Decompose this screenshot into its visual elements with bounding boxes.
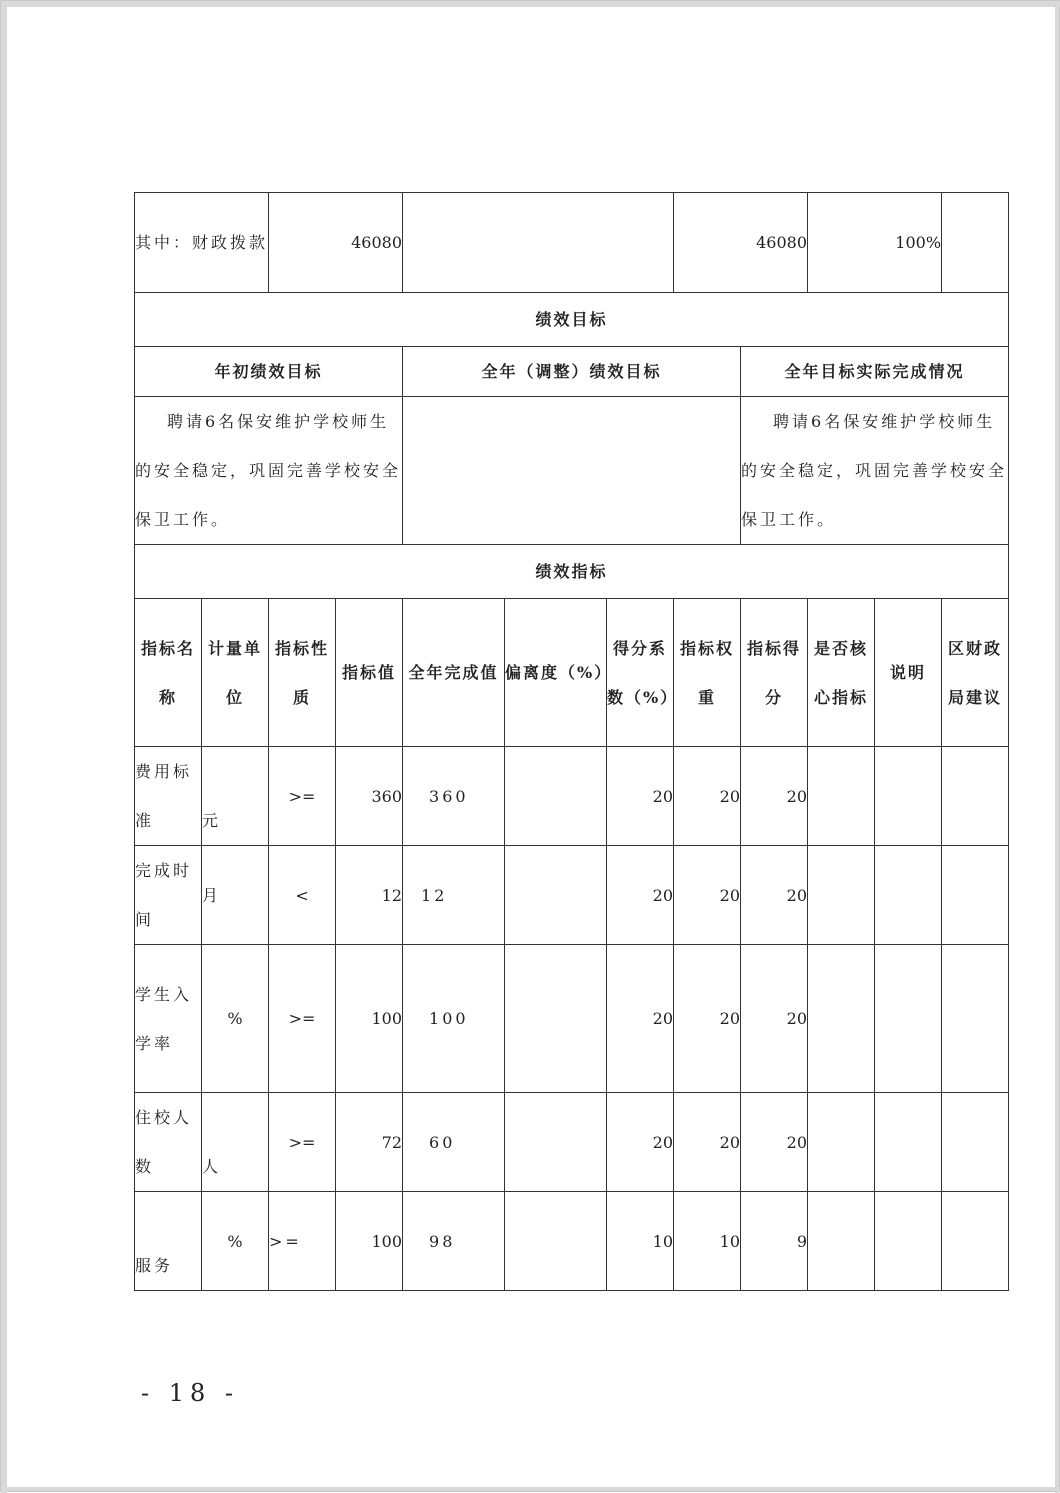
row-weight: 20 xyxy=(674,846,741,945)
row-nature: < xyxy=(269,846,336,945)
row-unit: 元 xyxy=(202,747,269,846)
row-name: 完成时间 xyxy=(135,846,202,945)
performance-table xyxy=(134,192,1009,1291)
row-weight: 20 xyxy=(674,1093,741,1192)
header-coef: 得分系数（%） xyxy=(607,599,674,747)
row-note xyxy=(875,945,942,1093)
page-number: - 18 - xyxy=(141,1379,240,1407)
row-note xyxy=(875,747,942,846)
row-value: 100 xyxy=(336,1192,403,1291)
row-unit: 月 xyxy=(202,846,269,945)
row-advice xyxy=(942,945,1009,1093)
row-deviation xyxy=(505,747,607,846)
header-advice: 区财政局建议 xyxy=(942,599,1009,747)
row-weight: 20 xyxy=(674,747,741,846)
row-name: 住校人数 xyxy=(135,1093,202,1192)
row-weight: 10 xyxy=(674,1192,741,1291)
row-actual: 360 xyxy=(403,747,505,846)
row-deviation xyxy=(505,945,607,1093)
row-advice xyxy=(942,747,1009,846)
row-deviation xyxy=(505,1192,607,1291)
header-score: 指标得分 xyxy=(741,599,808,747)
row-nature: >= xyxy=(269,1093,336,1192)
goals-actual-text: 聘请6名保安维护学校师生的安全稳定，巩固完善学校安全保卫工作。 xyxy=(741,397,1009,545)
row-name: 学生入学率 xyxy=(135,945,202,1093)
row-value: 12 xyxy=(336,846,403,945)
header-actual: 全年完成值 xyxy=(403,599,505,747)
page-frame xyxy=(1055,1,1059,1493)
row-weight: 20 xyxy=(674,945,741,1093)
budget-col5: 100% xyxy=(808,193,942,293)
header-deviation: 偏离度（%） xyxy=(505,599,607,747)
budget-col4: 46080 xyxy=(674,193,808,293)
budget-row xyxy=(135,193,1009,293)
table-row xyxy=(135,945,1009,1093)
table-row xyxy=(135,1192,1009,1291)
row-score: 20 xyxy=(741,1093,808,1192)
goals-adjusted-text xyxy=(403,397,741,545)
row-name: 费用标准 xyxy=(135,747,202,846)
row-advice xyxy=(942,1093,1009,1192)
indicators-title: 绩效指标 xyxy=(135,545,1009,599)
table-row xyxy=(135,846,1009,945)
header-name: 指标名称 xyxy=(135,599,202,747)
header-weight: 指标权重 xyxy=(674,599,741,747)
header-nature: 指标性质 xyxy=(269,599,336,747)
row-coef: 20 xyxy=(607,1093,674,1192)
row-value: 100 xyxy=(336,945,403,1093)
budget-col3 xyxy=(403,193,674,293)
row-coef: 20 xyxy=(607,846,674,945)
row-nature: >= xyxy=(269,945,336,1093)
goals-title: 绩效目标 xyxy=(135,293,1009,347)
header-value: 指标值 xyxy=(336,599,403,747)
row-core xyxy=(808,1192,875,1291)
budget-col2: 46080 xyxy=(269,193,403,293)
row-core xyxy=(808,945,875,1093)
table-row xyxy=(135,747,1009,846)
page-frame xyxy=(1,1,1060,7)
budget-col6 xyxy=(942,193,1009,293)
goals-header-actual: 全年目标实际完成情况 xyxy=(741,347,1009,397)
row-unit: % xyxy=(202,945,269,1093)
budget-label: 其中：财政拨款 xyxy=(135,193,269,293)
row-note xyxy=(875,1093,942,1192)
page-frame xyxy=(1,1487,1060,1491)
header-note: 说明 xyxy=(875,599,942,747)
row-actual: 12 xyxy=(403,846,505,945)
row-score: 20 xyxy=(741,846,808,945)
row-coef: 20 xyxy=(607,945,674,1093)
row-name: 服务 xyxy=(135,1192,202,1291)
row-coef: 10 xyxy=(607,1192,674,1291)
row-value: 360 xyxy=(336,747,403,846)
row-actual: 100 xyxy=(403,945,505,1093)
row-nature: >= xyxy=(269,747,336,846)
page-frame xyxy=(1,1,7,1493)
indicator-header-row xyxy=(135,599,1009,747)
row-score: 9 xyxy=(741,1192,808,1291)
row-note xyxy=(875,1192,942,1291)
goals-header-adjusted: 全年（调整）绩效目标 xyxy=(403,347,741,397)
row-score: 20 xyxy=(741,747,808,846)
goals-initial-text: 聘请6名保安维护学校师生的安全稳定，巩固完善学校安全保卫工作。 xyxy=(135,397,403,545)
row-actual: 60 xyxy=(403,1093,505,1192)
row-deviation xyxy=(505,846,607,945)
row-deviation xyxy=(505,1093,607,1192)
row-coef: 20 xyxy=(607,747,674,846)
header-unit: 计量单位 xyxy=(202,599,269,747)
row-core xyxy=(808,1093,875,1192)
goals-header-initial: 年初绩效目标 xyxy=(135,347,403,397)
row-advice xyxy=(942,1192,1009,1291)
row-core xyxy=(808,747,875,846)
row-value: 72 xyxy=(336,1093,403,1192)
row-core xyxy=(808,846,875,945)
row-advice xyxy=(942,846,1009,945)
header-core: 是否核心指标 xyxy=(808,599,875,747)
row-score: 20 xyxy=(741,945,808,1093)
row-unit: 人 xyxy=(202,1093,269,1192)
row-nature: >= xyxy=(269,1192,336,1291)
row-unit: % xyxy=(202,1192,269,1291)
table-row xyxy=(135,1093,1009,1192)
row-note xyxy=(875,846,942,945)
row-actual: 98 xyxy=(403,1192,505,1291)
